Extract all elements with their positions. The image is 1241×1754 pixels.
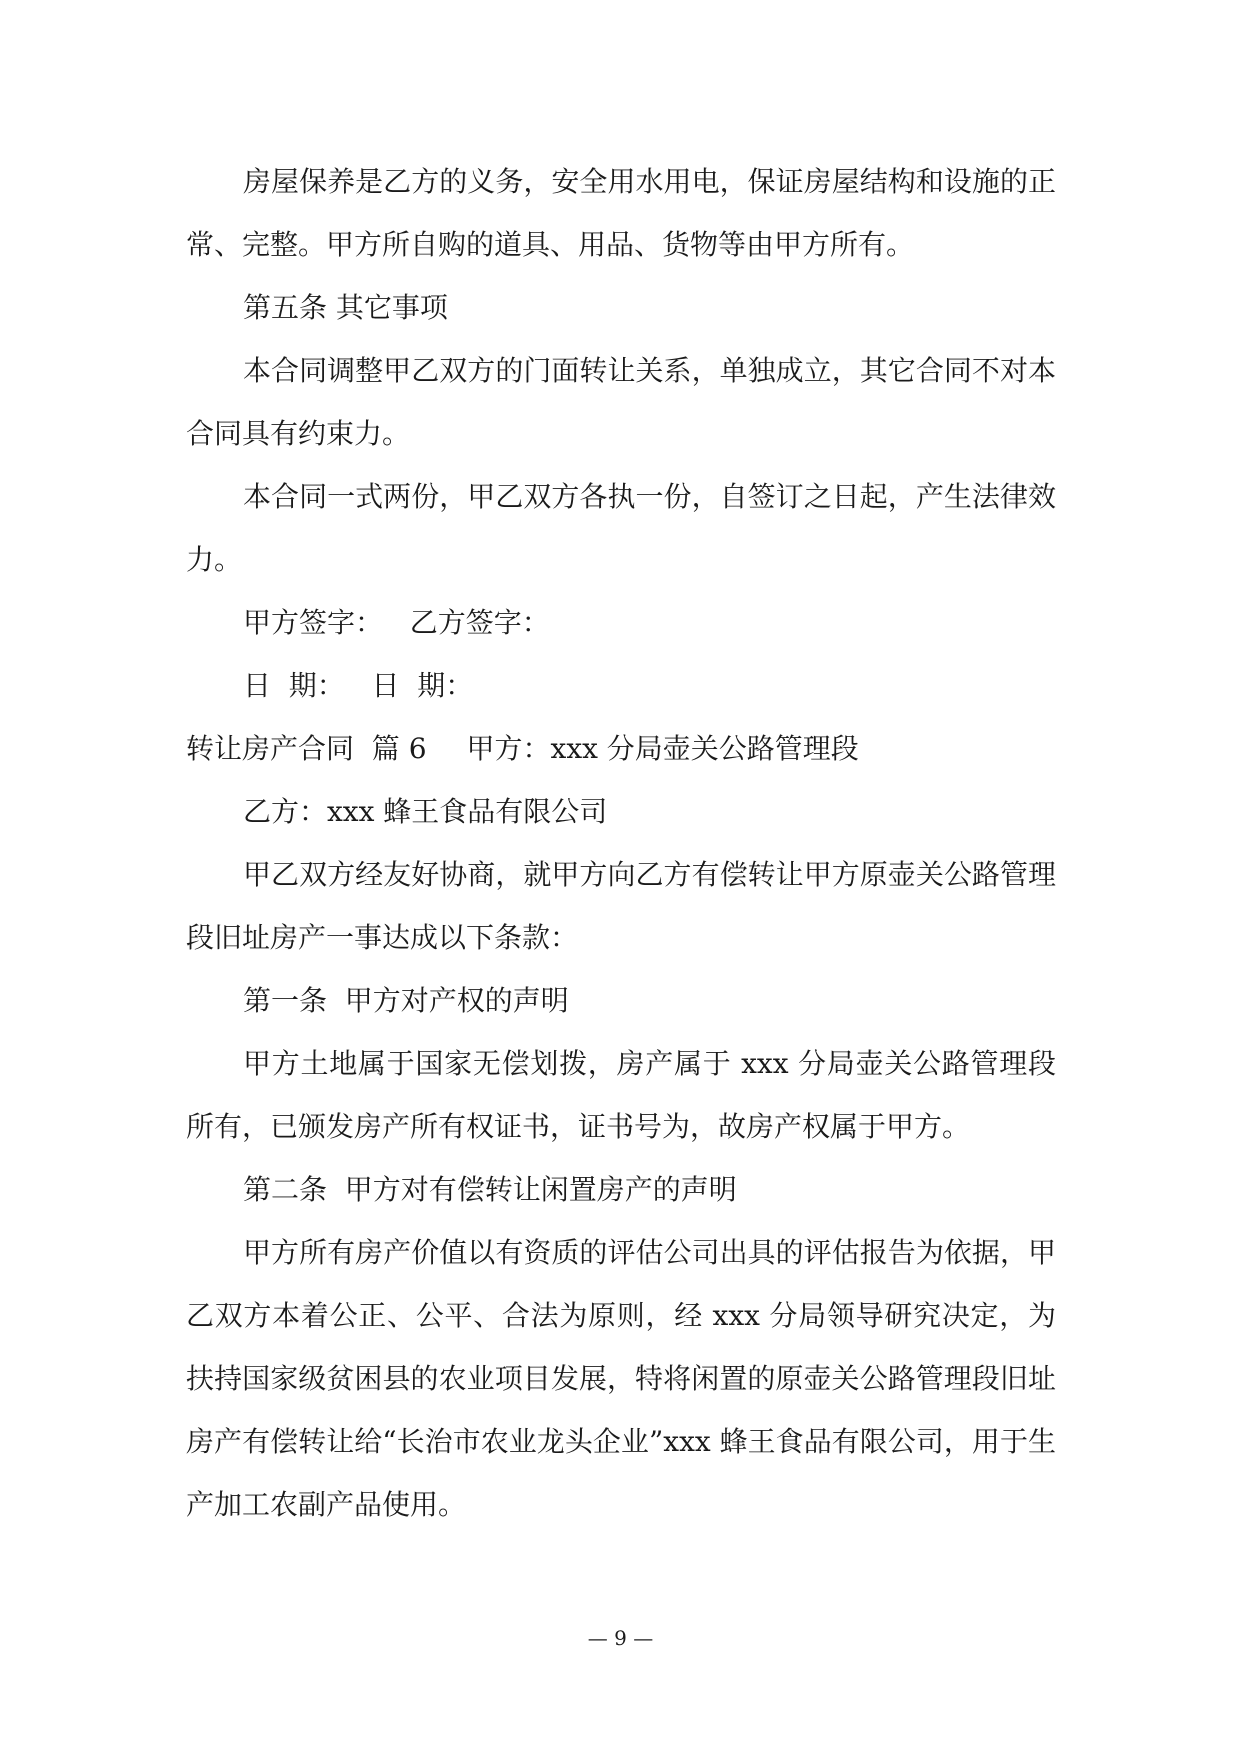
party-b-line: 乙方：xxx 蜂王食品有限公司: [243, 795, 608, 828]
paragraph-transfer-basis: 甲方所有房产价值以有资质的评估公司出具的评估报告为依据，甲乙双方本着公正、公平、合法为原则，经 xxx 分局领导研究决定，为扶持国家级贫困县的农业项目发展，特将闲置的原壶关公路管理段旧址房产有偿转让给“长治市农业龙头企业”xxx 蜂王食品有限公司，用于生产加工农副产品使用。: [186, 1236, 1056, 1521]
party-a-line: 甲方：xxx 分局壶关公路管理段: [466, 732, 859, 765]
document-body: [186, 150, 1056, 1536]
article-5-heading: 第五条 其它事项: [243, 291, 448, 324]
page-number: — 9 —: [587, 1626, 654, 1650]
paragraph-house-maintenance: 房屋保养是乙方的义务，安全用水用电，保证房屋结构和设施的正常、完整。甲方所自购的道具、用品、货物等由甲方所有。: [186, 165, 1056, 261]
section-heading-row: [186, 717, 1056, 780]
signature-line: 甲方签字： 乙方签字：: [243, 606, 550, 639]
section-title: 转让房产合同 篇 6: [186, 732, 427, 765]
article-2-heading: 第二条 甲方对有偿转让闲置房产的声明: [243, 1173, 737, 1206]
paragraph-negotiation: 甲乙双方经友好协商，就甲方向乙方有偿转让甲方原壶关公路管理段旧址房产一事达成以下条款：: [186, 858, 1056, 954]
article-1-heading: 第一条 甲方对产权的声明: [243, 984, 569, 1017]
date-line: 日 期： 日 期：: [243, 669, 474, 702]
paragraph-property-rights: 甲方土地属于国家无偿划拨，房产属于 xxx 分局壶关公路管理段所有，已颁发房产所有权证书，证书号为，故房产权属于甲方。: [186, 1047, 1056, 1143]
paragraph-copies-effect: 本合同一式两份，甲乙双方各执一份，自签订之日起，产生法律效力。: [186, 480, 1056, 576]
paragraph-contract-scope: 本合同调整甲乙双方的门面转让关系，单独成立，其它合同不对本合同具有约束力。: [186, 354, 1056, 450]
